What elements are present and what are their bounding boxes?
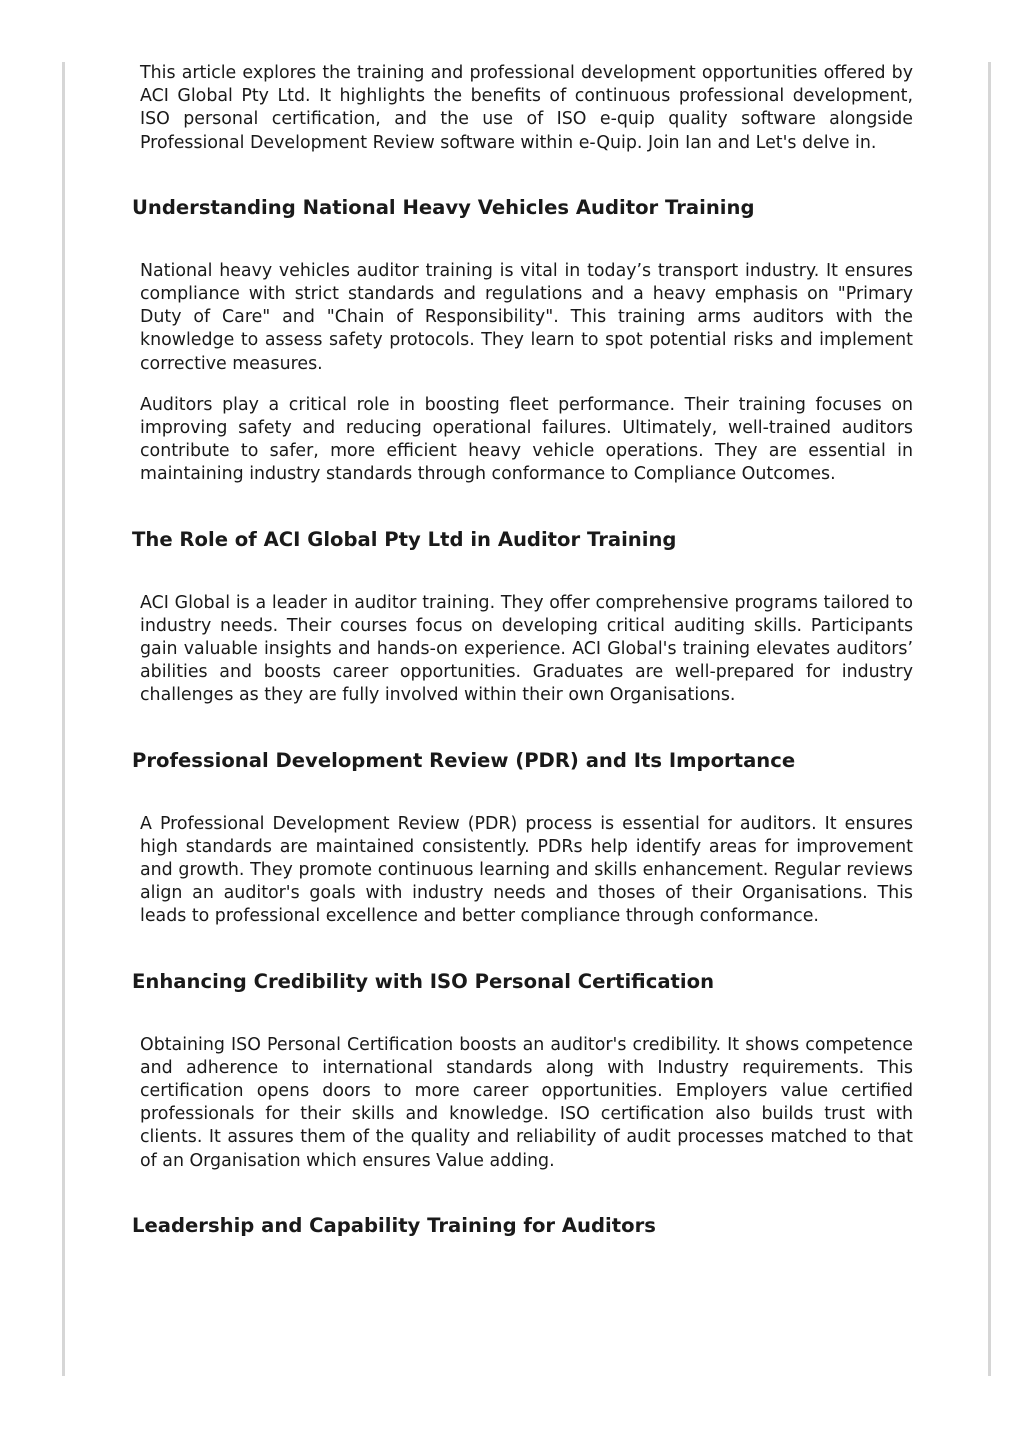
right-page-border xyxy=(988,62,991,1376)
section-heading-aci-global-role: The Role of ACI Global Pty Ltd in Auditor Training xyxy=(132,527,677,551)
intro-paragraph: This article explores the training and professional development opportunities offered by ACI Global Pty Ltd. It highlights the benefits of continuous professional development, ISO personal certification, and the use of ISO e-quip quality software alongside Professional Development Review software within e-Quip. Join Ian and Let's delve in. xyxy=(140,63,913,153)
section-paragraph: Auditors play a critical role in boosting fleet performance. Their training focuses on improving safety and reducing operational failures. Ultimately, well-trained auditors contribute to safer, more efficient heavy vehicle operations. They are essential in maintaining industry standards through conformance to Compliance Outcomes. xyxy=(140,394,913,485)
article-body xyxy=(132,62,914,1278)
section-heading-iso-certification: Enhancing Credibility with ISO Personal Certification xyxy=(132,969,715,993)
section-heading-leadership-training: Leadership and Capability Training for Auditors xyxy=(132,1213,656,1237)
section-paragraph: ACI Global is a leader in auditor training. They offer comprehensive programs tailored to industry needs. Their courses focus on developing critical auditing skills. Participants gain valuable insights and hands-on experience. ACI Global's training elevates auditors’ abilities and boosts career opportunities. Graduates are well-prepared for industry challenges as they are fully involved within their own Organisations. xyxy=(140,592,913,706)
left-page-border xyxy=(62,62,65,1376)
section-heading-pdr-importance: Professional Development Review (PDR) and Its Importance xyxy=(132,748,796,772)
section-paragraph: Obtaining ISO Personal Certification boosts an auditor's credibility. It shows competence and adherence to international standards along with Industry requirements. This certification opens doors to more career opportunities. Employers value certified professionals for their skills and knowledge. ISO certification also builds trust with clients. It assures them of the quality and reliability of audit processes matched to that of an Organisation which ensures Value adding. xyxy=(140,1034,913,1171)
section-paragraph: A Professional Development Review (PDR) process is essential for auditors. It ensures high standards are maintained consistently. PDRs help identify areas for improvement and growth. They promote continuous learning and skills enhancement. Regular reviews align an auditor's goals with industry needs and thoses of their Organisations. This leads to professional excellence and better compliance through conformance. xyxy=(140,813,913,927)
section-heading-heavy-vehicles-training: Understanding National Heavy Vehicles Auditor Training xyxy=(132,195,755,219)
section-paragraph: National heavy vehicles auditor training is vital in today’s transport industry. It ensures compliance with strict standards and regulations and a heavy emphasis on "Primary Duty of Care" and "Chain of Responsibility". This training arms auditors with the knowledge to assess safety protocols. They learn to spot potential risks and implement corrective measures. xyxy=(140,260,913,374)
